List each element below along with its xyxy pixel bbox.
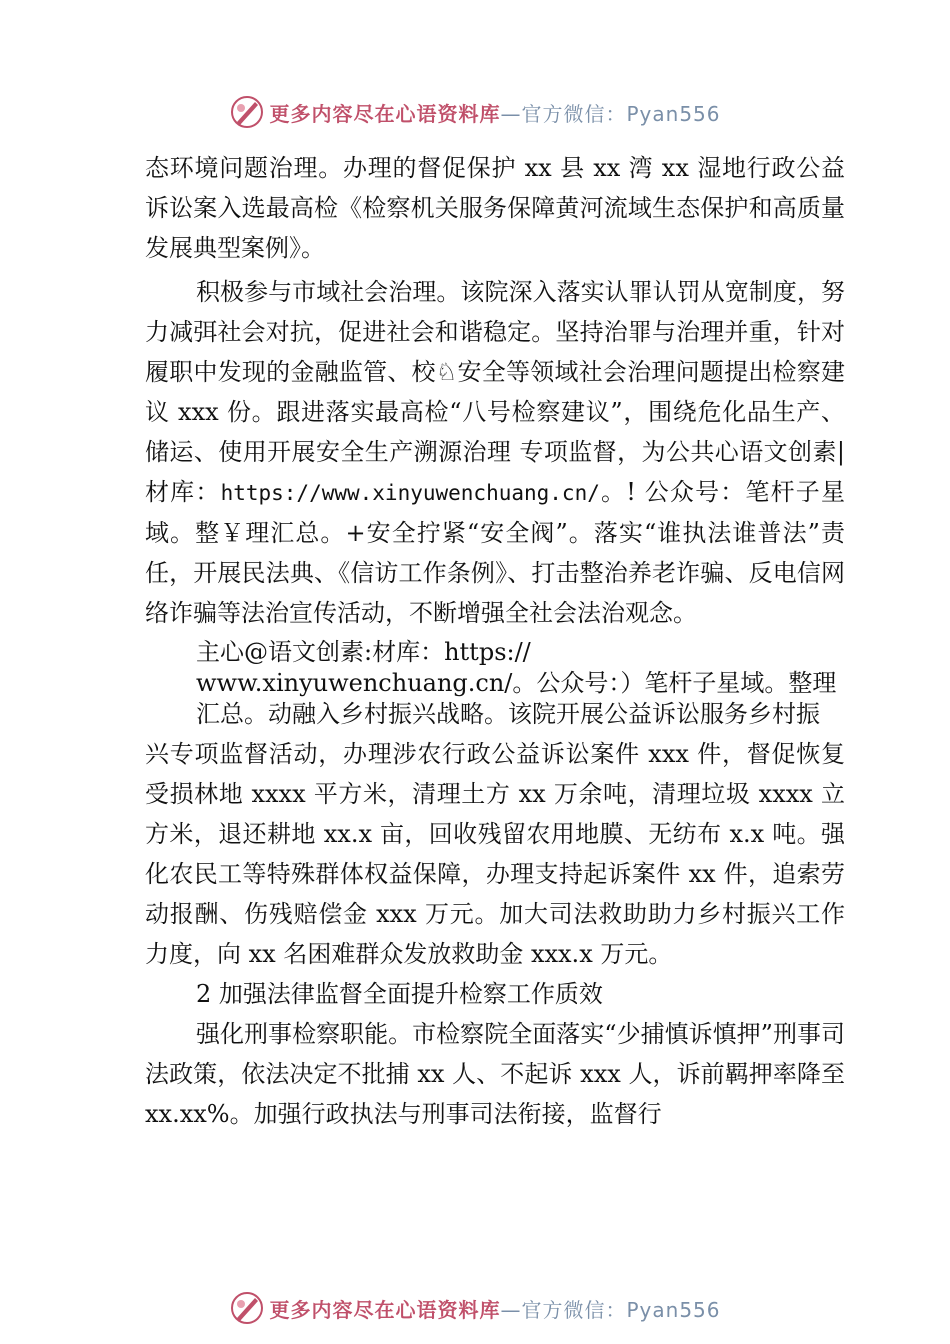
quoted-line-1: 主心@语文创素:材库：https:// xyxy=(196,638,531,666)
paragraph-3: 兴专项监督活动，办理涉农行政公益诉讼案件 xxx 件，督促恢复受损林地 xxxx 平方米，清理土方 xx 万余吨，清理垃圾 xxxx 立方米，退还耕地 xx.x 亩，回收残留农用地膜、无纺布 x.x 吨。强化农民工等特殊群体权益保障，办理支持起诉案件 xx 件，追索劳动报酬、伤残赔偿金 xxx 万元。加大司法救助助力乡村振兴工作力度，向 xx 名困难群众发放救助金 xxx.x 万元。 xyxy=(145,740,845,968)
paragraph-2 xyxy=(145,272,845,633)
header-wechat-label: 官方微信： xyxy=(521,101,627,126)
footer-wechat-id: Pyan556 xyxy=(626,1297,721,1322)
paragraph-2-url: https://www.xinyuwenchuang.cn/ xyxy=(220,481,600,505)
header-banner xyxy=(0,92,950,132)
footer-dash: — xyxy=(500,1297,522,1322)
footer-banner xyxy=(0,1288,950,1328)
header-brand: 更多内容尽在心语资料库 xyxy=(269,101,501,126)
quoted-line-2: www.xinyuwenchuang.cn/。公众号：）笔杆子星域。整理汇总。动融入乡村振兴战略。该院开展公益诉讼服务乡村振 xyxy=(196,669,837,728)
paragraph-1: 态环境问题治理。办理的督促保护 xx 县 xx 湾 xx 湿地行政公益诉讼案入选最高检《检察机关服务保障黄河流域生态保护和高质量发展典型案例》。 xyxy=(145,154,845,262)
section-heading-2: 2 加强法律监督全面提升检察工作质效 xyxy=(196,980,603,1008)
header-dash: — xyxy=(500,101,522,126)
document-body xyxy=(145,148,845,1134)
footer-wechat-label: 官方微信： xyxy=(521,1297,627,1322)
pen-logo-icon xyxy=(229,94,265,130)
paragraph-4: 强化刑事检察职能。市检察院全面落实“少捕慎诉慎押”刑事司法政策，依法决定不批捕 xx 人、不起诉 xxx 人，诉前羁押率降至 xx.xx%。加强行政执法与刑事司法衔接，监督行 xyxy=(145,1020,845,1128)
header-wechat-id: Pyan556 xyxy=(626,101,721,126)
paragraph-2-text-b: 。! 公众号：笔杆子星域。整￥理汇总。+安全拧紧“安全阀”。落实“谁执法谁普法”责任，开展民法典、《信访工作条例》、打击整治养老诈骗、反电信网络诈骗等法治宣传活动，不断增强全社会法治观念。 xyxy=(145,478,845,627)
quoted-block xyxy=(196,637,845,730)
paragraph-2-text-a: 积极参与市域社会治理。该院深入落实认罪认罚从宽制度，努力减弭社会对抗，促进社会和谐稳定。坚持治罪与治理并重，针对履职中发现的金融监管、校♘安全等领域社会治理问题提出检察建议 xxx 份。跟进落实最高检“八号检察建议”，围绕危化品生产、储运、使用开展安全生产溯源治理 专项监督，为公共心语文创素|材库： xyxy=(145,278,845,506)
footer-brand: 更多内容尽在心语资料库 xyxy=(269,1297,501,1322)
pen-logo-icon xyxy=(229,1290,265,1326)
